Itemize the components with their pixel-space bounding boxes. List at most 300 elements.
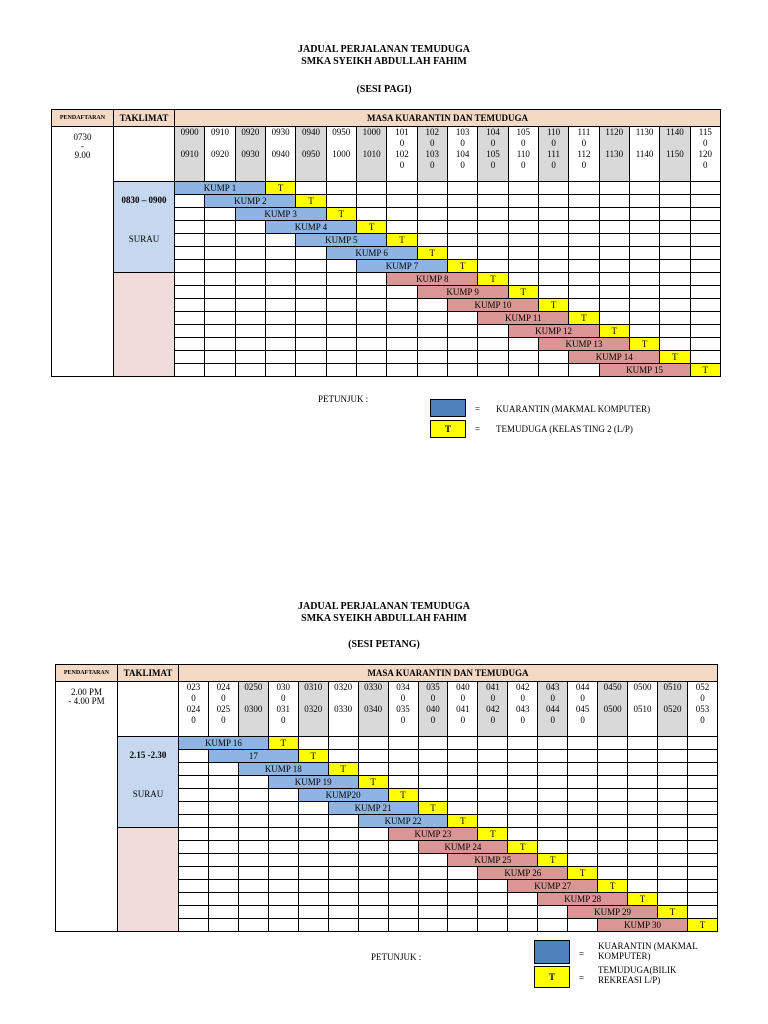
time-slot-line [598,693,627,704]
empty-cell [508,208,538,221]
time-slot-line: 105 [486,149,500,159]
empty-cell [179,841,209,854]
legend-temuduga-text: TEMUDUGA (KELAS TING 2 (L/P) [496,424,633,434]
time-slot-line [205,138,234,149]
time-slot [179,682,209,737]
empty-cell [265,247,295,260]
title-line-1: JADUAL PERJALANAN TEMUDUGA [297,601,471,612]
pendaftaran-time: 2.00 PM [70,687,102,697]
empty-cell [326,182,356,195]
empty-cell [690,247,720,260]
empty-cell [296,299,326,312]
group-label: KUMP 11 [478,312,569,325]
temuduga-marker: T [268,737,298,750]
empty-cell [598,867,628,880]
empty-cell [628,854,658,867]
empty-cell [238,854,268,867]
empty-cell [478,815,508,828]
pendaftaran-time: - 4.00 PM [68,696,105,706]
temuduga-marker: T [448,815,478,828]
empty-cell [687,737,717,750]
time-slot-line: 0500 [633,682,652,692]
time-slot-line: 101 [395,127,409,137]
time-slot-line: 0 [430,693,436,703]
empty-cell [387,195,417,208]
empty-cell [690,312,720,325]
time-slot-line: 0520 [663,704,682,714]
time-slot-line: 0 [520,715,526,725]
empty-cell [235,234,265,247]
empty-cell [660,299,690,312]
time-slot-line: 0330 [364,682,383,692]
time-slot-line: 044 [575,682,590,692]
empty-cell [568,919,598,932]
empty-cell [478,260,508,273]
time-slot-line: 104 [455,149,470,159]
empty-cell [690,234,720,247]
pendaftaran-time: 9.00 [74,150,91,160]
empty-cell [356,286,386,299]
empty-cell [265,286,295,299]
empty-cell [326,338,356,351]
time-slot-line [658,693,687,704]
empty-cell [508,906,538,919]
empty-cell [660,273,690,286]
empty-cell [447,182,477,195]
empty-cell [175,325,205,338]
empty-cell [658,776,688,789]
empty-cell [175,299,205,312]
empty-cell [268,919,298,932]
empty-cell [660,195,690,208]
empty-cell [205,273,235,286]
pendaftaran-cell [52,127,114,377]
empty-cell [175,247,205,260]
empty-cell [628,750,658,763]
group-label: KUMP 12 [508,325,599,338]
time-slot-line: 0320 [304,704,323,714]
empty-cell [417,312,447,325]
empty-cell [569,273,599,286]
empty-cell [298,854,328,867]
legend-eq: = [475,424,481,434]
legend-eq: = [579,973,585,983]
group-label: KUMP 2 [205,195,296,208]
empty-cell [418,919,448,932]
time-slot-line: 103 [455,127,470,137]
empty-cell [690,221,720,234]
time-slot [298,682,328,737]
time-slot-line: 034 [396,682,410,692]
empty-cell [326,364,356,377]
time-slot-line: 0 [581,160,587,170]
empty-cell [358,750,388,763]
time-slot [628,682,658,737]
temuduga-marker: T [690,364,720,377]
empty-cell [265,273,295,286]
empty-cell [205,221,235,234]
pendaftaran-time: 0730 [73,132,92,142]
empty-cell [235,338,265,351]
empty-cell [388,880,418,893]
empty-cell [599,260,629,273]
time-slot [447,127,477,182]
empty-cell [598,763,628,776]
legend-temuduga-swatch: T [430,420,466,438]
temuduga-marker: T [508,286,538,299]
empty-cell [447,208,477,221]
time-slot-line: 0 [281,693,286,703]
empty-cell [387,221,417,234]
empty-cell [478,737,508,750]
empty-cell [417,325,447,338]
empty-cell [235,325,265,338]
empty-cell [358,828,388,841]
empty-cell [599,195,629,208]
empty-cell [326,286,356,299]
empty-cell [447,364,477,377]
empty-cell [235,247,265,260]
empty-cell [690,299,720,312]
time-slot [208,682,238,737]
empty-cell [660,182,690,195]
empty-cell [478,880,508,893]
empty-cell [388,750,418,763]
group-label: KUMP 22 [358,815,448,828]
empty-cell [568,815,598,828]
empty-cell [447,351,477,364]
empty-cell [508,919,538,932]
empty-cell [418,789,448,802]
time-slot [356,127,386,182]
empty-cell [179,789,209,802]
time-slot [478,127,508,182]
empty-cell [235,221,265,234]
time-slot-line: 0 [703,160,708,170]
empty-cell [538,195,568,208]
temuduga-marker: T [388,789,418,802]
time-slot-line: 0320 [334,682,353,692]
empty-cell [205,351,235,364]
time-slot-line: 0 [490,160,496,170]
empty-cell [298,737,328,750]
empty-cell [478,802,508,815]
empty-cell [268,815,298,828]
group-row [52,273,721,286]
empty-cell [388,763,418,776]
empty-cell [568,776,598,789]
empty-cell [478,234,508,247]
taklimat-blank [118,682,179,737]
empty-cell [658,802,688,815]
empty-cell [388,893,418,906]
empty-cell [628,841,658,854]
empty-cell [358,893,388,906]
taklimat-pink [114,273,175,377]
empty-cell [508,750,538,763]
empty-cell [175,364,205,377]
schedule-table-pagi [51,109,721,377]
time-slot-line: 024 [216,682,231,692]
empty-cell [478,247,508,260]
time-slot [660,127,690,182]
empty-cell [660,286,690,299]
group-label: KUMP 4 [265,221,356,234]
time-slot-line: 110 [547,127,561,137]
group-label: KUMP 19 [268,776,358,789]
title-line-2: SMKA SYEIKH ABDULLAH FAHIM [301,613,467,624]
time-slot-line: 035 [426,682,440,692]
time-slot-line: 102 [425,127,440,137]
empty-cell [238,802,268,815]
time-slot-line: 0 [281,715,286,725]
empty-cell [208,815,238,828]
column-header-pendaftaran: PENDAFTARAN [52,110,114,127]
group-label: KUMP 10 [447,299,538,312]
time-slot-line: 0300 [244,704,263,714]
empty-cell [687,789,717,802]
empty-cell [328,906,358,919]
time-slot-line: 0 [221,715,226,725]
legend-temuduga-swatch: T [534,966,570,988]
time-slot [388,682,418,737]
empty-cell [238,893,268,906]
empty-cell [235,351,265,364]
group-label: KUMP 30 [598,919,688,932]
empty-cell [628,776,658,789]
group-label: KUMP 14 [569,351,660,364]
taklimat-cell [118,737,179,828]
empty-cell [508,351,538,364]
empty-cell [629,195,659,208]
time-slot-line [327,138,356,149]
time-slot-line: 0 [490,138,496,148]
empty-cell [418,893,448,906]
empty-cell [687,763,717,776]
empty-cell [356,273,386,286]
session-label: (SESI PETANG) [348,639,420,650]
group-label: 17 [208,750,298,763]
empty-cell [687,815,717,828]
time-slot-line: 043 [545,682,560,692]
empty-cell [238,919,268,932]
empty-cell [538,919,568,932]
time-slot-line: 0 [550,693,555,703]
empty-cell [268,828,298,841]
empty-cell [448,802,478,815]
time-slot-line: 0 [399,160,405,170]
empty-cell [658,815,688,828]
time-slot-line: 0 [460,693,466,703]
empty-cell [478,919,508,932]
session-label: (SESI PAGI) [356,84,412,95]
empty-cell [658,880,688,893]
empty-cell [599,273,629,286]
time-slot-line: 0450 [603,682,622,692]
time-slot-line: 0330 [334,704,353,714]
time-row [56,682,718,737]
temuduga-marker: T [265,182,295,195]
empty-cell [298,815,328,828]
temuduga-marker: T [629,338,659,351]
time-slot-line: 0950 [332,127,351,137]
empty-cell [447,234,477,247]
empty-cell [690,208,720,221]
time-slot [569,127,599,182]
empty-cell [599,299,629,312]
group-label: KUMP 7 [356,260,447,273]
empty-cell [478,763,508,776]
empty-cell [238,815,268,828]
empty-cell [296,247,326,260]
empty-cell [538,841,568,854]
empty-cell [629,221,659,234]
empty-cell [508,776,538,789]
empty-cell [238,906,268,919]
empty-cell [208,841,238,854]
empty-cell [358,841,388,854]
empty-cell [629,247,659,260]
empty-cell [508,338,538,351]
empty-cell [326,195,356,208]
temuduga-marker: T [478,828,508,841]
temuduga-marker: T [296,195,326,208]
empty-cell [358,906,388,919]
pendaftaran-time: - [81,141,84,151]
empty-cell [687,828,717,841]
pendaftaran-cell [56,682,118,932]
empty-cell [660,234,690,247]
empty-cell [478,338,508,351]
empty-cell [568,789,598,802]
empty-cell [356,325,386,338]
time-slot-line: 111 [547,149,561,159]
empty-cell [418,867,448,880]
empty-cell [478,182,508,195]
time-slot-line: 0950 [301,149,320,159]
empty-cell [599,286,629,299]
time-slot-line: 1010 [362,149,381,159]
group-label: KUMP 16 [179,737,269,750]
empty-cell [508,802,538,815]
group-label: KUMP 15 [599,364,690,377]
empty-cell [175,208,205,221]
empty-cell [598,854,628,867]
legend-kuarantin-text: KUARANTIN (MAKMAL KOMPUTER) [496,404,651,414]
time-slot-line [299,693,328,704]
empty-cell [538,221,568,234]
time-slot-line: 0 [551,160,556,170]
empty-cell [538,802,568,815]
time-slot-line: 024 [186,704,201,714]
page-title [0,44,768,68]
taklimat-time: 2.15 -2.30 [129,750,167,760]
empty-cell [208,776,238,789]
empty-cell [448,880,478,893]
time-slot-line: 0 [700,715,705,725]
empty-cell [205,299,235,312]
empty-cell [328,841,358,854]
time-slot-line: 0 [703,138,708,148]
time-slot-line: 0 [460,160,465,170]
empty-cell [478,364,508,377]
empty-cell [175,195,205,208]
empty-cell [690,273,720,286]
empty-cell [598,828,628,841]
empty-cell [448,750,478,763]
empty-cell [448,906,478,919]
group-row [52,182,721,195]
empty-cell [448,867,478,880]
taklimat-cell [114,182,175,273]
time-slot [448,682,478,737]
time-slot [568,682,598,737]
empty-cell [538,828,568,841]
empty-cell [326,260,356,273]
legend-kuarantin-swatch [534,940,570,964]
time-slot-line: 1140 [666,127,684,137]
empty-cell [599,221,629,234]
empty-cell [328,815,358,828]
time-slot-line [266,138,295,149]
empty-cell [598,815,628,828]
empty-cell [658,867,688,880]
empty-cell [235,273,265,286]
empty-cell [629,234,659,247]
empty-cell [538,364,568,377]
empty-cell [296,182,326,195]
taklimat-time: 0830 – 0900 [121,195,167,205]
empty-cell [417,364,447,377]
taklimat-place: SURAU [132,789,164,799]
empty-cell [508,234,538,247]
empty-cell [448,763,478,776]
empty-cell [205,312,235,325]
time-slot-line: 0310 [304,682,323,692]
empty-cell [417,338,447,351]
empty-cell [538,351,568,364]
empty-cell [296,364,326,377]
time-slot [598,682,628,737]
time-slot-line [236,138,265,149]
empty-cell [268,880,298,893]
empty-cell [356,195,386,208]
empty-cell [448,776,478,789]
empty-cell [687,802,717,815]
time-slot-line: 0 [191,715,196,725]
time-slot-line: 0 [191,693,196,703]
empty-cell [508,364,538,377]
empty-cell [478,776,508,789]
empty-cell [660,260,690,273]
temuduga-marker: T [356,221,386,234]
empty-cell [205,234,235,247]
time-slot [508,127,538,182]
temuduga-marker: T [417,247,447,260]
empty-cell [447,312,477,325]
header-row [52,110,721,127]
empty-cell [508,260,538,273]
empty-cell [235,260,265,273]
time-slot [268,682,298,737]
empty-cell [690,338,720,351]
empty-cell [598,802,628,815]
empty-cell [569,234,599,247]
empty-cell [268,789,298,802]
time-slot-line: 0 [581,138,587,148]
temuduga-marker: T [326,208,356,221]
empty-cell [328,750,358,763]
